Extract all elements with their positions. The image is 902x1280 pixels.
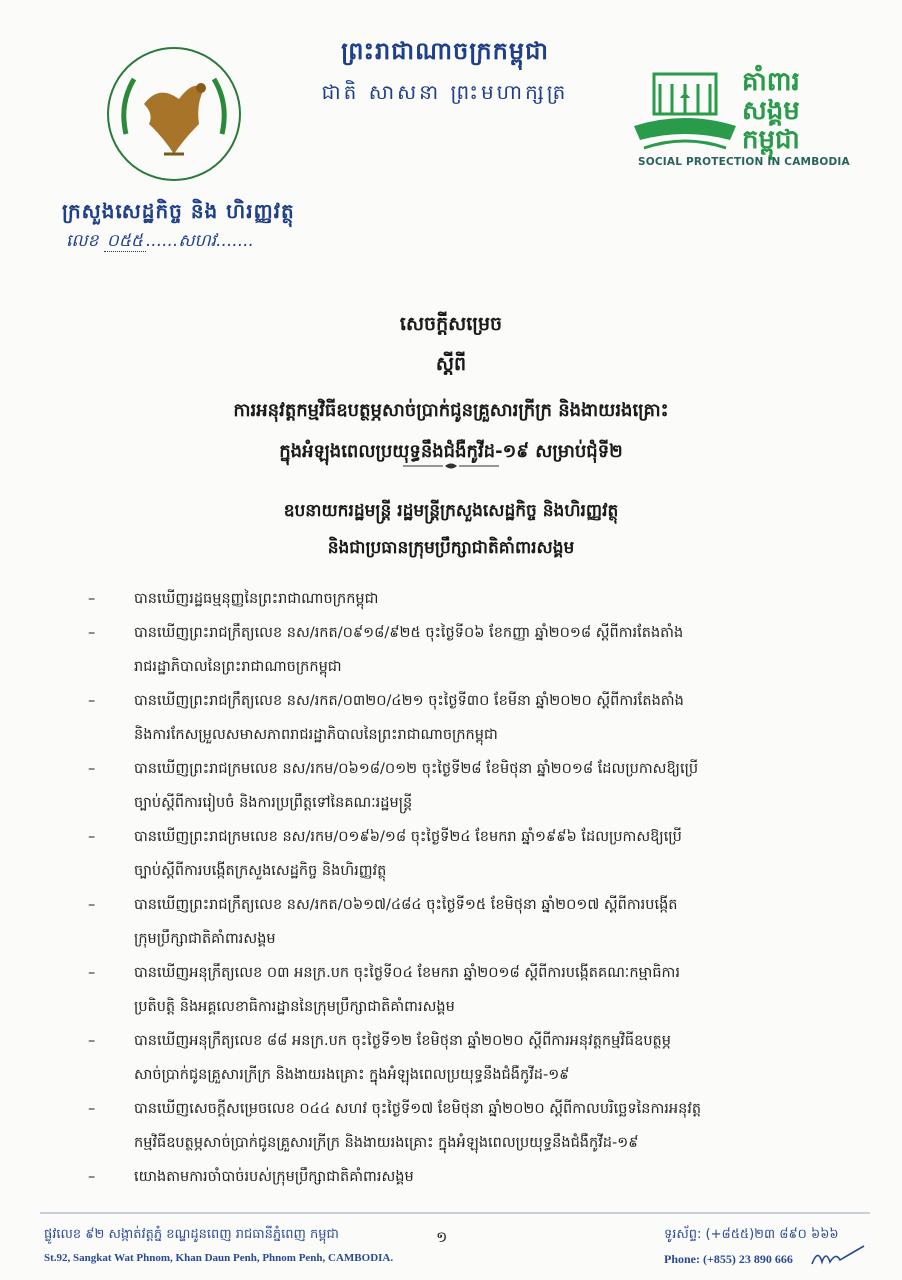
page-number: ១ [436,1228,448,1246]
item-line: កម្មវិធីឧបត្ថម្ភសាច់ប្រាក់ជូនគ្រួសារក្រីក្រ និងងាយរងគ្រោះ ក្នុងអំឡុងពេលប្រយុទ្ធនឹងជំងឺកូវីដ-១៩ [134,1135,639,1151]
dash-marker: – [88,1101,96,1117]
dash-marker: – [88,591,96,607]
footer-divider [40,1212,870,1214]
list-item [76,888,836,956]
item-line: ក្រុមប្រឹក្សាជាតិគាំពារសង្គម [134,931,276,947]
title-line2: ស្តីពី [435,353,467,375]
footer-phone-en: Phone: (+855) 23 890 666 [664,1252,793,1266]
ref-suffix: ......សហវ....... [145,231,254,251]
list-item [76,1092,836,1160]
sp-logo-line2: សង្គម [742,96,800,126]
list-item [76,956,836,1024]
item-line: បានឃើញព្រះរាជក្រឹត្យលេខ នស/រកត/០៦១៧/៤៨៤ ចុះថ្ងៃទី១៥ ខែមិថុនា ឆ្នាំ២០១៧ ស្តីពីការបង្កើត [134,897,678,913]
item-line: បានឃើញព្រះរាជក្រឹត្យលេខ នស/រកត/០៩១៨/៩២៥ ចុះថ្ងៃទី០៦ ខែកញ្ញា ឆ្នាំ២០១៨ ស្តីពីការតែងតាំង [134,625,684,641]
social-protection-logo [630,64,740,160]
title-line4: ក្នុងអំឡុងពេលប្រយុទ្ធនឹងជំងឺកូវីដ-១៩ សម្រាប់ជុំទី២ [279,441,623,462]
item-line: ច្បាប់ស្តីពីការរៀបចំ និងការប្រព្រឹត្តទៅនៃគណៈរដ្ឋមន្ត្រី [134,795,413,811]
list-item [76,616,836,684]
dash-marker: – [88,1033,96,1049]
dash-marker: – [88,1169,96,1185]
social-protection-logo-kh [742,68,800,155]
item-line: បានឃើញសេចក្តីសម្រេចលេខ ០៤៤ សហវ ចុះថ្ងៃទី១៧ ខែមិថុនា ឆ្នាំ២០២០ ស្តីពីកាលបរិច្ឆេទនៃការអនុវត្ត [134,1101,702,1117]
sp-logo-line3: កម្ពុជា [742,125,800,155]
title-line3: ការអនុវត្តកម្មវិធីឧបត្ថម្ភសាច់ប្រាក់ជូនគ្រួសារក្រីក្រ និងងាយរងគ្រោះ [233,400,669,421]
ref-number: ០៥៥ [104,231,146,252]
kingdom-header [300,36,590,109]
reference-number [66,230,254,255]
item-line: បានឃើញព្រះរាជក្រឹត្យលេខ នស/រកត/០៣២០/៤២១ ចុះថ្ងៃទី៣០ ខែមីនា ឆ្នាំ២០២០ ស្តីពីការតែងតាំង [134,693,684,709]
decision-title [120,312,782,466]
item-line: រាជរដ្ឋាភិបាលនៃព្រះរាជាណាចក្រកម្ពុជា [134,659,342,675]
item-line: បានឃើញព្រះរាជក្រមលេខ នស/រកម/០៦១៨/០១២ ចុះថ្ងៃទី២៨ ខែមិថុនា ឆ្នាំ២០១៨ ដែលប្រកាសឱ្យប្រើ [134,761,699,777]
item-line: សាច់ប្រាក់ជូនគ្រួសារក្រីក្រ និងងាយរងគ្រោះ ក្នុងអំឡុងពេលប្រយុទ្ធនឹងជំងឺកូវីដ-១៩ [134,1067,570,1083]
footer-phone-kh: ទូរស័ព្ទ: (+៨៥៥)២៣ ៨៩០ ៦៦៦ [664,1227,839,1242]
initials-signature [810,1244,866,1270]
footer-address-en: St.92, Sangkat Wat Phnom, Khan Daun Penh, Phnom Penh, CAMBODIA. [44,1252,394,1264]
title-line1: សេចក្តីសម្រេច [399,313,503,335]
list-item [76,820,836,888]
dash-marker: – [88,761,96,777]
ministry-logo [104,44,244,184]
kingdom-name: ព្រះរាជាណាចក្រកម្ពុជា [341,37,549,65]
authority-line2: និងជាប្រធានក្រុមប្រឹក្សាជាតិគាំពារសង្គម [327,538,575,558]
dash-marker: – [88,897,96,913]
item-line: បានឃើញអនុក្រឹត្យលេខ ០៣ អនក្រ.បក ចុះថ្ងៃទី០៤ ខែមករា ឆ្នាំ២០១៨ ស្តីពីការបង្កើតគណៈកម្មាធិការ [134,965,680,981]
dash-marker: – [88,965,96,981]
list-item [76,582,836,616]
item-line: យោងតាមការចាំបាច់របស់ក្រុមប្រឹក្សាជាតិគាំពារសង្គម [134,1169,414,1185]
list-item [76,1160,836,1194]
list-item [76,752,836,820]
authority-line1: ឧបនាយករដ្ឋមន្ត្រី រដ្ឋមន្ត្រីក្រសួងសេដ្ឋកិច្ច និងហិរញ្ញវត្ថុ [283,501,619,521]
list-item [76,1024,836,1092]
list-item [76,684,836,752]
item-line: បានឃើញព្រះរាជក្រមលេខ នស/រកម/០១៩៦/១៨ ចុះថ្ងៃទី២៤ ខែមករា ឆ្នាំ១៩៩៦ ដែលប្រកាសឱ្យប្រើ [134,829,682,845]
item-line: ច្បាប់ស្តីពីការបង្កើតក្រសួងសេដ្ឋកិច្ច និងហិរញ្ញវត្ថុ [134,863,387,879]
ref-prefix: លេខ [66,231,99,251]
national-motto: ជាតិ សាសនា ព្រះមហាក្សត្រ [321,80,569,104]
legal-basis-list [76,582,836,1194]
footer-address-kh: ផ្លូវលេខ ៩២ សង្កាត់វត្តភ្នំ ខណ្ឌដូនពេញ រាជធានីភ្នំពេញ កម្ពុជា [44,1227,339,1242]
ministry-name: ក្រសួងសេដ្ឋកិច្ច និង ហិរញ្ញវត្ថុ [62,199,295,223]
dash-marker: – [88,625,96,641]
item-line: បានឃើញរដ្ឋធម្មនុញ្ញនៃព្រះរាជាណាចក្រកម្ពុជា [134,591,379,607]
dash-marker: – [88,829,96,845]
issuing-authority [100,500,802,562]
item-line: ប្រតិបត្តិ និងអគ្គលេខាធិការដ្ឋាននៃក្រុមប្រឹក្សាជាតិគាំពារសង្គម [134,999,455,1015]
title-ornament-divider [401,456,501,466]
item-line: បានឃើញអនុក្រឹត្យលេខ ៨៨ អនក្រ.បក ចុះថ្ងៃទី១២ ខែមិថុនា ឆ្នាំ២០២០ ស្តីពីការអនុវត្តកម្មវិធីឧបត្ថម្ភ [134,1033,671,1049]
social-protection-logo-en: SOCIAL PROTECTION IN CAMBODIA [638,156,850,168]
sp-logo-line1: គាំពារ [742,67,800,97]
dash-marker: – [88,693,96,709]
item-line: និងការកែសម្រួលសមាសភាពរាជរដ្ឋាភិបាលនៃព្រះរាជាណាចក្រកម្ពុជា [134,727,498,743]
